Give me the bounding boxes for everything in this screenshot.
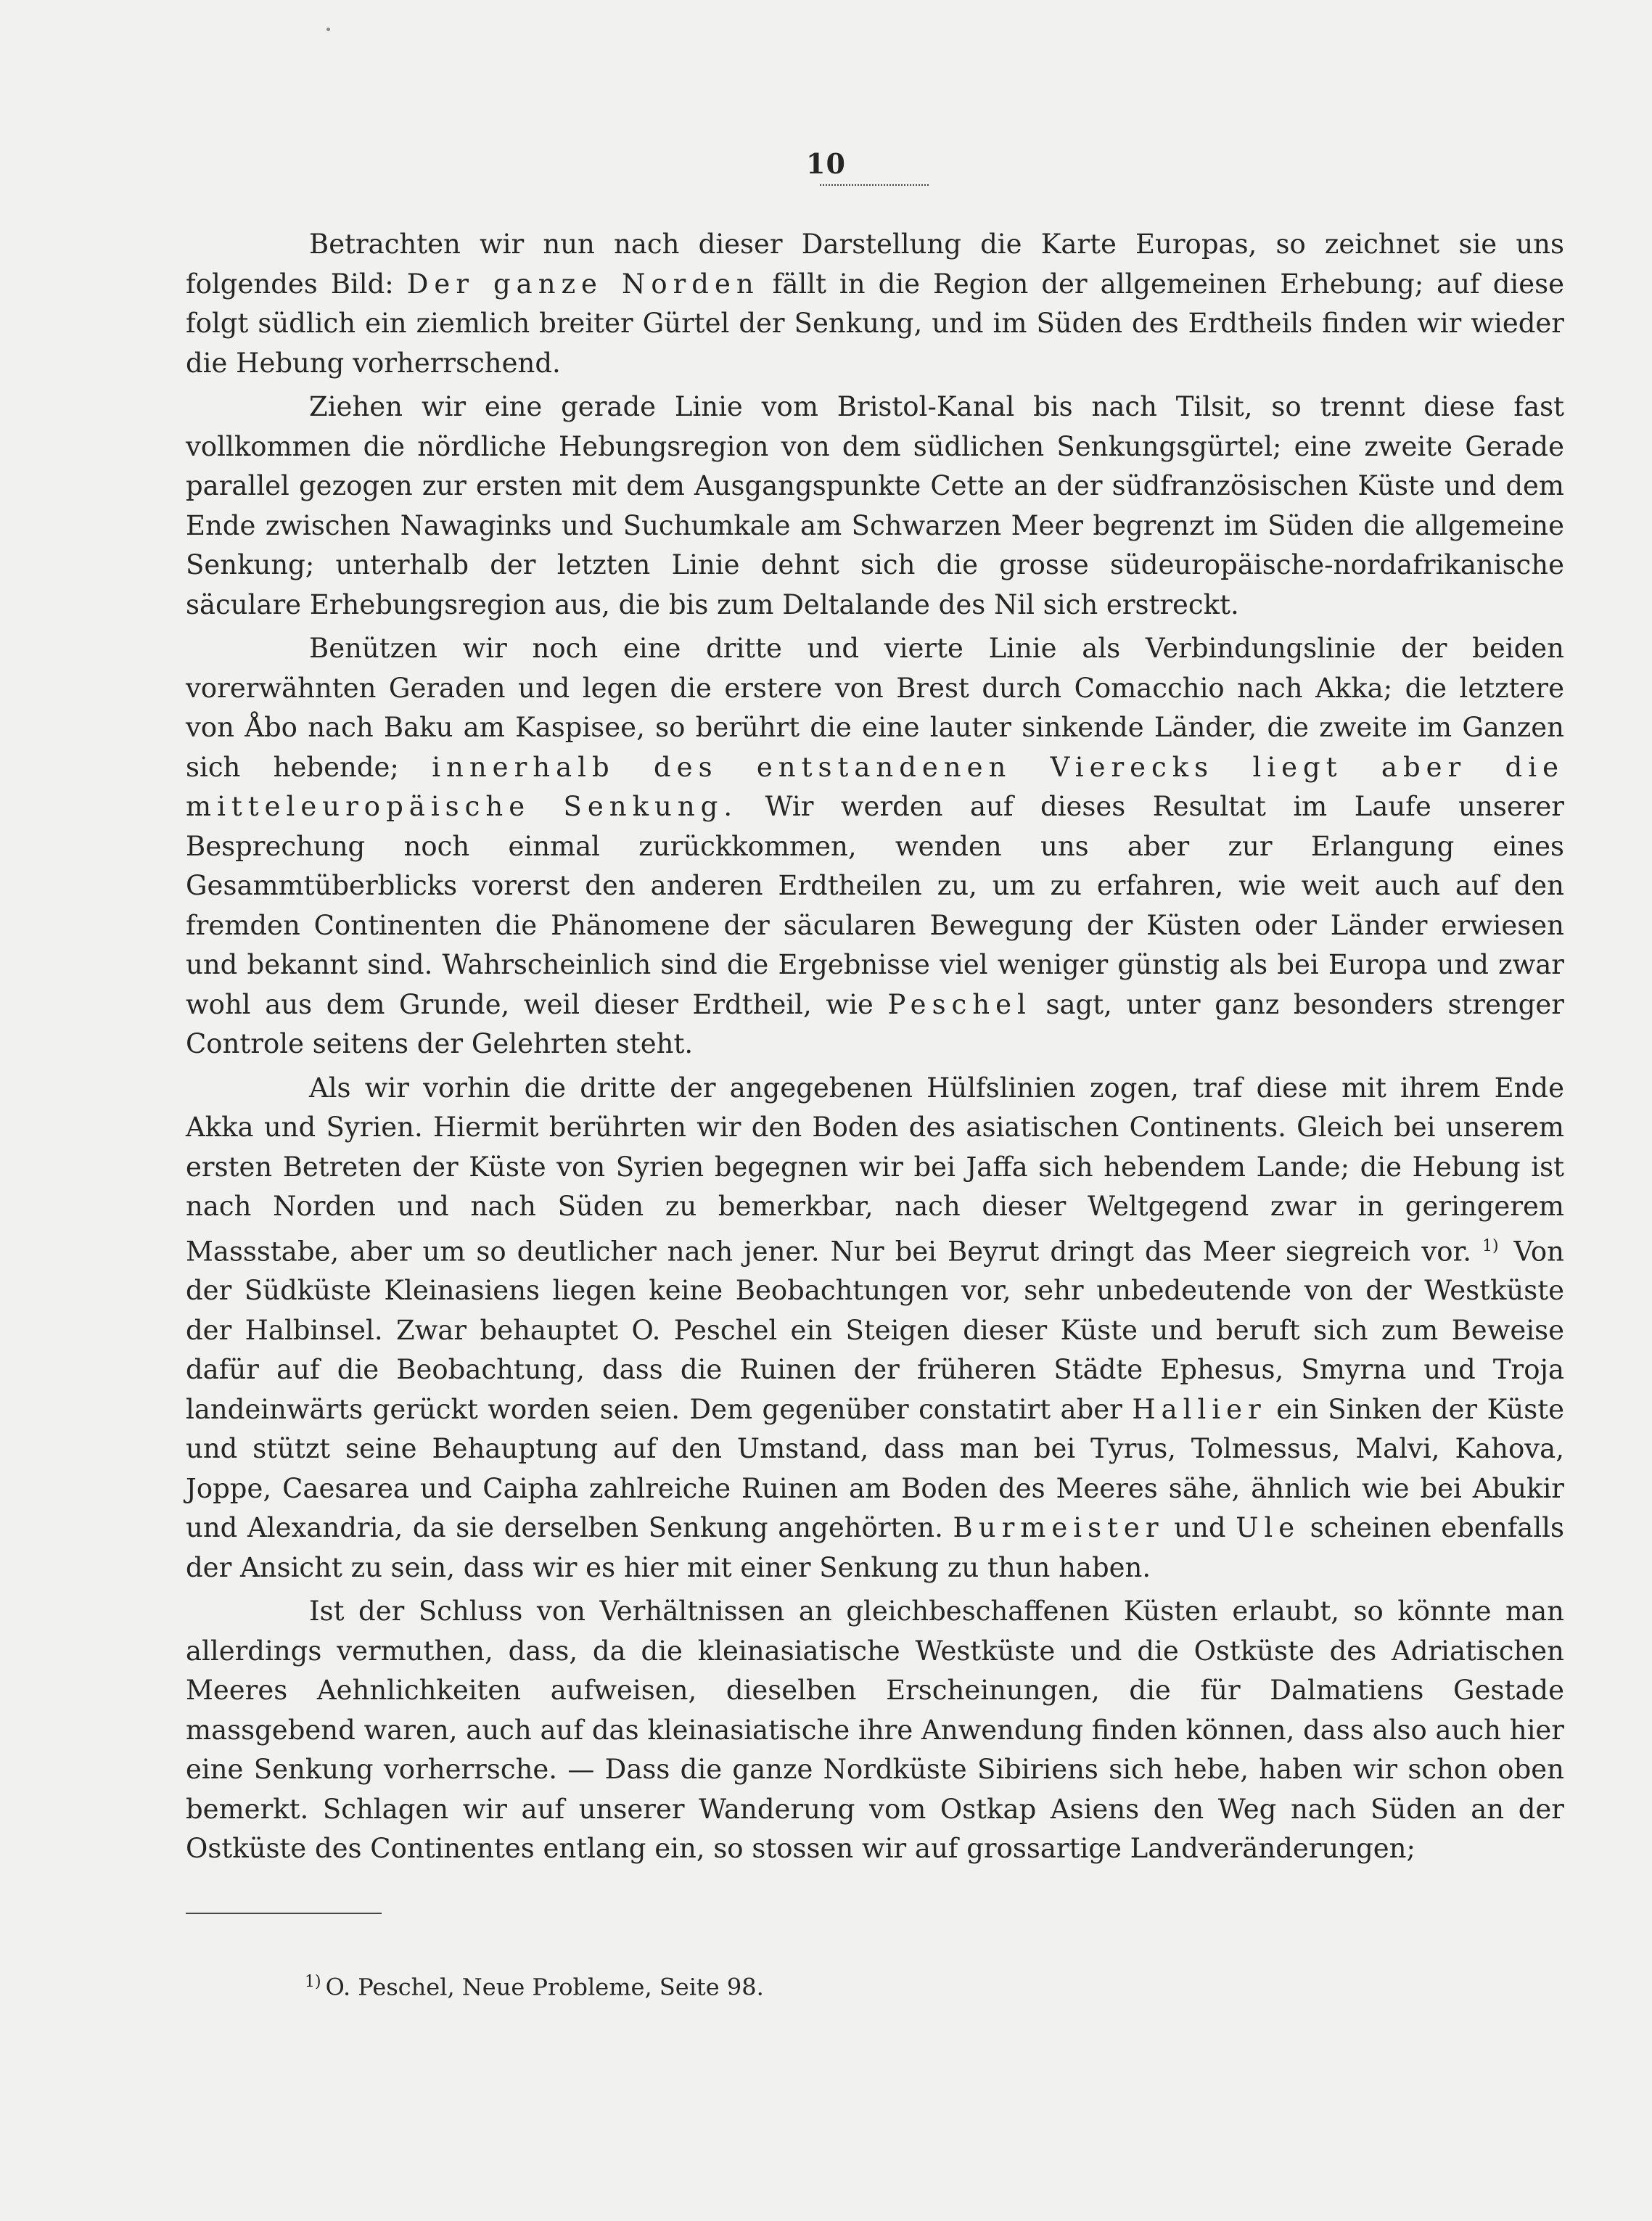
text-run: Ziehen wir eine gerade Linie vom Bristol-Kanal bis nach Tilsit, so trennt diese fast vollkommen die nördliche Hebungsregion von dem südlichen Senkungsgürtel; eine zweite Gerade parallel gezogen zur ersten mit dem Ausgangspunkte Cette an der südfranzösischen Küste und dem Ende zwischen Nawaginks und Suchumkale am Schwarzen Meer begrenzt im Süden die allgemeine Senkung; unterhalb der letzten Linie dehnt sich die grosse südeuropäische-nordafrikanische säculare Erhebungsregion aus, die bis zum Deltalande des Nil sich erstreckt. — [186, 391, 1564, 620]
text-run: Benützen wir noch eine dritte und vierte Linie als Verbindungslinie der beiden vorerwähnten Geraden und legen die erstere von Brest durch Comacchio nach Akka; die letztere von Åbo nach Baku am Kaspisee, so berührt die eine lauter sinkende Länder, die zweite im Ganzen sich hebende; — [186, 633, 1564, 783]
footnote — [305, 1966, 764, 2003]
paragraph-4 — [186, 1069, 1564, 1588]
text-run: und — [1164, 1512, 1236, 1544]
page-number: 10 — [806, 147, 846, 180]
spaced-emphasis: Der ganze Norden — [406, 268, 760, 300]
footnote-separator — [186, 1913, 382, 1914]
text-run: scheinen ebenfalls der Ansicht zu sein, dass wir es hier mit einer Senkung zu thun haben. — [186, 1512, 1564, 1583]
text-run: Als wir vorhin die dritte der angegebenen Hülfslinien zogen, traf diese mit ihrem Ende Akka und Syrien. Hiermit berührten wir den Boden des asiatischen Continents. Gleich bei unserem ersten Betreten der Küste von Syrien begegnen wir bei Jaffa sich hebendem Lande; die Hebung ist nach Norden und nach Süden zu bemerkbar, nach dieser Weltgegend zwar in geringerem Massstabe, aber um so deutlicher nach jener. Nur bei Beyrut dringt das Meer siegreich vor. — [186, 1072, 1564, 1267]
paragraph-5 — [186, 1592, 1564, 1869]
page-number-ornament-rule — [820, 184, 929, 187]
spaced-emphasis: Hallier — [1132, 1393, 1267, 1425]
footnote-mark: 1) — [305, 1973, 321, 1991]
paragraph-1 — [186, 225, 1564, 383]
paragraph-2 — [186, 387, 1564, 625]
text-run: Wir werden auf dieses Resultat im Laufe unserer Besprechung noch einmal zurückkommen, wenden uns aber zur Erlangung eines Gesammtüberblicks vorerst den anderen Erdtheilen zu, um zu erfahren, wie weit auch auf den fremden Continenten die Phänomene der säcularen Bewegung der Küsten oder Länder erwiesen und bekannt sind. Wahrscheinlich sind die Ergebnisse viel weniger günstig als bei Europa und zwar wohl aus dem Grunde, weil dieser Erdtheil, wie — [186, 791, 1564, 1020]
text-run: Betrachten wir nun nach dieser Darstellung die Karte Europas, so zeichnet sie uns folgendes Bild: — [186, 229, 1564, 300]
text-run: sagt, unter ganz besonders strenger Controle seitens der Gelehrten steht. — [186, 988, 1564, 1059]
spaced-emphasis: Ule — [1236, 1512, 1301, 1544]
footnote-ref: 1) — [1482, 1236, 1499, 1255]
text-run: Von der Südküste Kleinasiens liegen keine Beobachtungen vor, sehr unbedeutende von der Westküste der Halbinsel. Zwar behauptet O. Peschel ein Steigen dieser Küste und beruft sich zum Beweise dafür auf die Beobachtung, dass die Ruinen der früheren Städte Ephesus, Smyrna und Troja landeinwärts gerückt worden seien. Dem gegenüber constatirt aber — [186, 1235, 1564, 1425]
spaced-emphasis: innerhalb des entstandenen Vierecks liegt aber die mitteleuropäische Senkung. — [186, 751, 1564, 822]
spaced-emphasis: Burmeister — [953, 1512, 1164, 1544]
body-text — [186, 225, 1564, 1869]
spaced-emphasis: Peschel — [887, 988, 1032, 1020]
text-run: Ist der Schluss von Verhältnissen an gleichbeschaffenen Küsten erlaubt, so könnte man allerdings vermuthen, dass, da die kleinasiatische Westküste und die Ostküste des Adriatischen Meeres Aehnlichkeiten aufweisen, dieselben Erscheinungen, die für Dalmatiens Gestade massgebend waren, auch auf das kleinasiatische ihre Anwendung finden können, dass also auch hier eine Senkung vorherrsche. — Dass die ganze Nordküste Sibiriens sich hebe, haben wir schon oben bemerkt. Schlagen wir auf unserer Wanderung vom Ostkap Asiens den Weg nach Süden an der Ostküste des Continentes entlang ein, so stossen wir auf grossartige Landveränderungen; — [186, 1596, 1564, 1865]
paragraph-3 — [186, 629, 1564, 1064]
text-run: ein Sinken der Küste und stützt seine Behauptung auf den Umstand, dass man bei Tyrus, Tolmessus, Malvi, Kahova, Joppe, Caesarea und Caipha zahlreiche Ruinen am Boden des Meeres sähe, ähnlich wie bei Abukir und Alexandria, da sie derselben Senkung angehörten. — [186, 1393, 1564, 1544]
scan-speck — [326, 28, 330, 31]
footnote-text: O. Peschel, Neue Probleme, Seite 98. — [325, 1973, 764, 2001]
text-run: fällt in die Region der allgemeinen Erhebung; auf diese folgt südlich ein ziemlich breiter Gürtel der Senkung, und im Süden des Erdtheils finden wir wieder die Hebung vorherrschend. — [186, 268, 1564, 379]
